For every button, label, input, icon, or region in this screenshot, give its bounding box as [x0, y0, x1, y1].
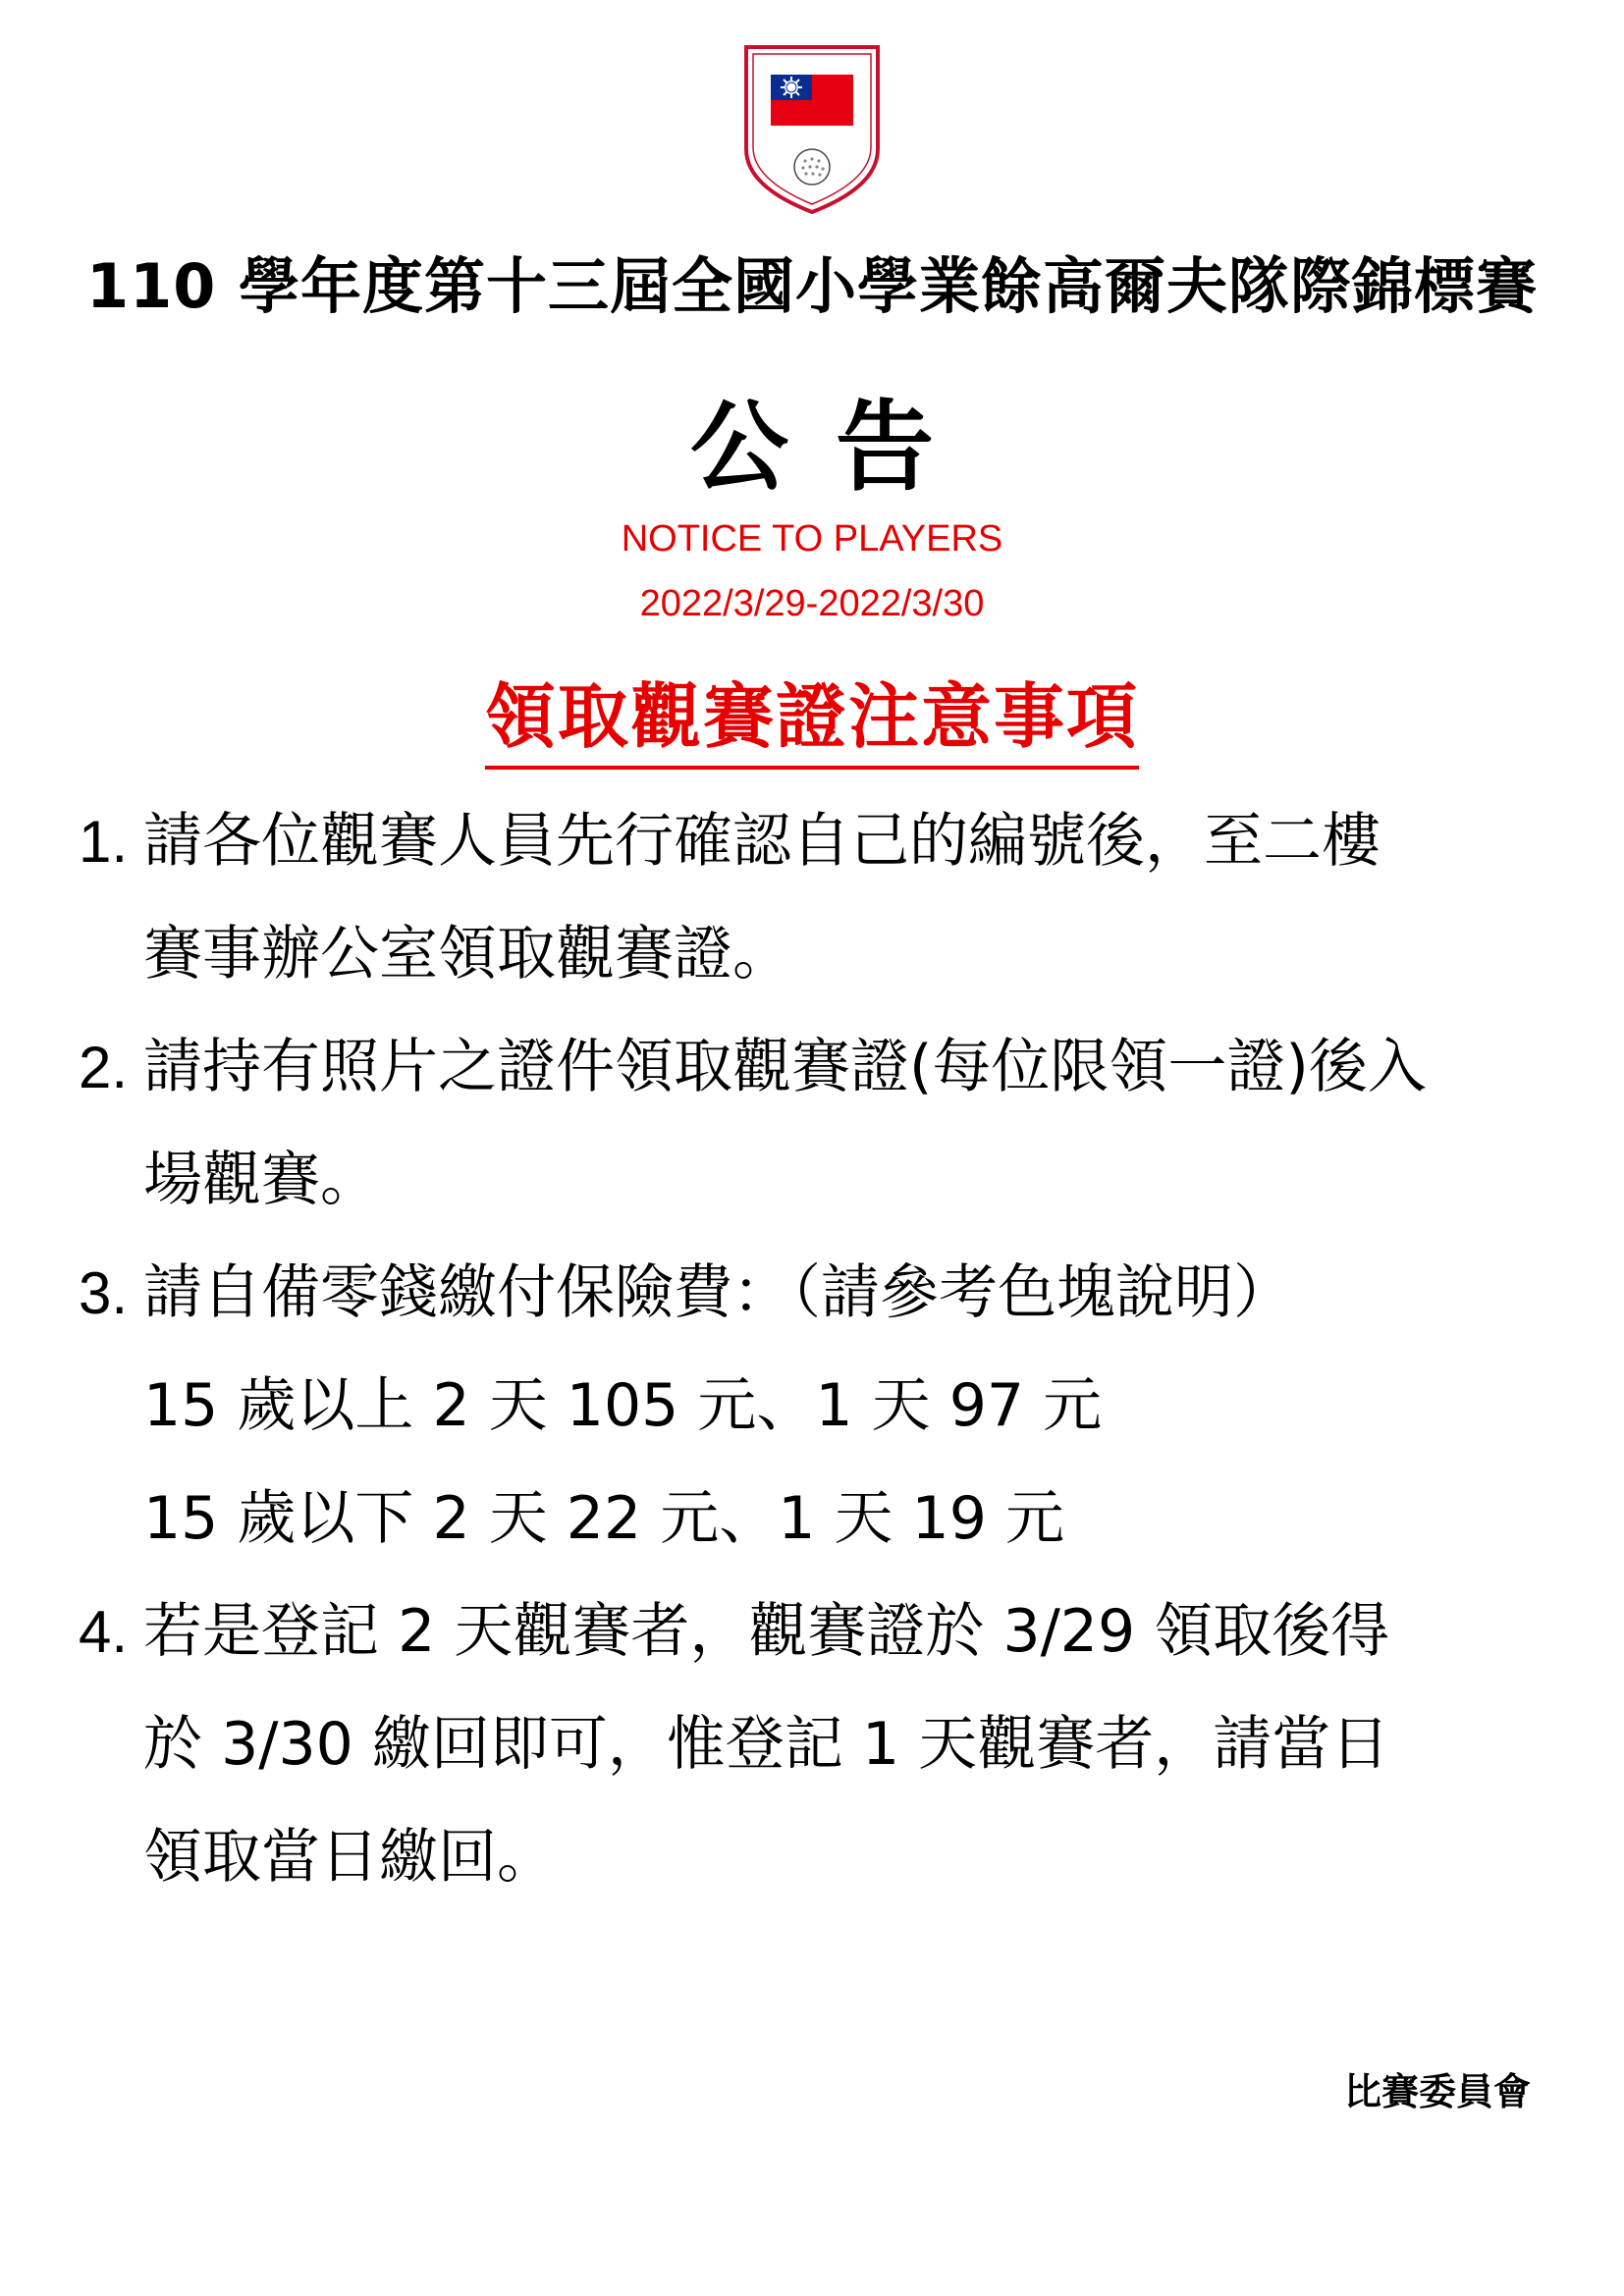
item-number: 2. [79, 1035, 129, 1100]
item-line: 請各位觀賽人員先行確認自己的編號後，至二樓 [143, 807, 1380, 876]
committee-signature: 比賽委員會 [1343, 2070, 1531, 2113]
item-number: 3. [79, 1260, 129, 1326]
item-number: 1. [79, 809, 129, 875]
list-item [79, 1237, 1571, 1575]
list-item [79, 785, 1571, 1011]
notice-to-players: NOTICE TO PLAYERS [621, 518, 1003, 560]
item-line: 賽事辦公室領取觀賽證。 [143, 920, 791, 988]
item-line: 領取當日繳回。 [143, 1823, 556, 1892]
list-item [79, 1011, 1571, 1237]
item-line: 請自備零錢繳付保險費：（請參考色塊說明） [143, 1258, 1292, 1327]
item-line: 於 3/30 繳回即可，惟登記 1 天觀賽者，請當日 [143, 1710, 1390, 1779]
list-item [79, 1575, 1571, 1914]
event-date-range: 2022/3/29-2022/3/30 [639, 583, 985, 624]
fee-line-under-15: 15 歲以下 2 天 22 元、1 天 19 元 [143, 1484, 1064, 1553]
announcement-heading: 公告 [690, 390, 981, 505]
garoc-emblem-icon [738, 39, 886, 216]
fee-line-over-15: 15 歲以上 2 天 105 元、1 天 97 元 [143, 1371, 1103, 1440]
item-number: 4. [79, 1599, 129, 1665]
item-line: 場觀賽。 [143, 1146, 379, 1214]
page-title: 110 學年度第十三屆全國小學業餘高爾夫隊際錦標賽 [85, 250, 1538, 322]
item-line: 請持有照片之證件領取觀賽證(每位限領一證)後入 [143, 1033, 1427, 1101]
subject-container [0, 660, 1624, 770]
garoc-logo [738, 39, 886, 216]
item-line: 若是登記 2 天觀賽者，觀賽證於 3/29 領取後得 [143, 1597, 1390, 1666]
subject-heading: 領取觀賽證注意事項 [485, 660, 1139, 770]
notice-list [79, 785, 1571, 1914]
